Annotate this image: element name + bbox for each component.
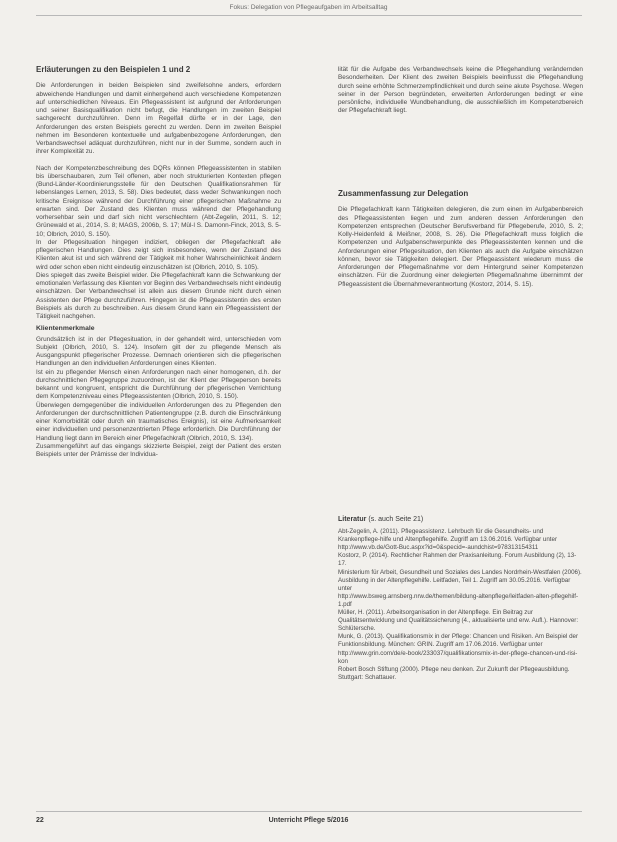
reference-entry: Müller, H. (2011). Arbeitsorganisation in der Altenpflege. Ein Beitrag zur Qualitätsentwicklung und Qualitätssicherung (4., aktualisierte und erw. Aufl.). Hannover: Schlütersche. [338, 609, 579, 633]
paragraph: lität für die Aufgabe des Verbandwechsels keine die Pflegehandlung verändernden Besonderheiten. Der Klient des zweiten Beispiels beeinflusst die Pflegehandlung durch seine erhöhte Schmerzempfindlichkeit und durch seine akute Psychose. Wegen seiner in der Person begründeten, erweiterten Anforderungen bedingt er eine persönliche, individuelle Wundbehandlung, die ausschließlich im Kompetenzbereich der Pflegefachkraft liegt. [338, 66, 583, 115]
running-header: Fokus: Delegation von Pflegeaufgaben im Arbeitsalltag [229, 4, 388, 11]
section-heading: Zusammenfassung zur Delegation [338, 189, 469, 198]
paragraph: Überwiegen demgegenüber die individuellen Anforderungen des zu Pflegenden den Anforderungen der durchschnittlichen Patientengruppe (z.B. durch die Einschränkung einer Komorbidität oder durch ein traumatisches Ereignis), ist eine Aufmerksamkeit einer individuellen und personenzentrierten Pflege erforderlich. Die Durchführung der Handlung liegt dann im Bereich einer Pflegefachkraft (Olbrich, 2010, S. 134). [36, 401, 281, 442]
paragraph: Nach der Kompetenzbeschreibung des DQRs können Pflegeassistenten in stabilen bis überschaubaren, zum Teil offenen, aber noch strukturierten Kontexten pflegen (Bund-Länder-Koordinierungsstelle für den Deutschen Qualifikationsrahmen für lebenslanges Lernen, 2013, S. 58). Dies bedeutet, dass weder Schwankungen noch kritische Ereignisse während der Durchführung einer pflegerischen Maßnahme zu erwarten sind. Der Zustand des Klienten muss während der Pflegehandlung vorhersehbar sein und darf sich nicht verschlechtern (Abt-Zegelin, 2011, S. 12; Grünewald et al., 2014, S. 8; MAGS, 2006b, S. 17; Mül-l S. Damonn-Finck, 2013, S. 5-10; Olbrich, 2010, S. 150). [36, 164, 281, 238]
reference-url: http://www.bsweg.arnsberg.nrw.de/themen/bildung-altenpflege/leitfaden-alten-pflegehilf-1.pdf [338, 592, 579, 608]
header-rule [36, 15, 582, 16]
paragraph: Dies spiegelt das zweite Beispiel wider. Die Pflegefachkraft kann die Schwankung der emotionalen Verfassung des Klienten vor Beginn des Verbandwechsels nicht eindeutig einschätzen. Der Verbandwechsel ist allein aus diesem Grunde nicht durch einen Assistenten der Pflege durchzuführen. Hingegen ist die Pflegeassistentin des ersten Beispiels als durch zu beschreiben. Aus diesem Grund kann ein Pflegeassistent der Tätigkeit nachgehen. [36, 271, 281, 320]
reference-entry: Robert Bosch Stiftung (2000). Pflege neu denken. Zur Zukunft der Pflegeausbildung. Stuttgart: Schattauer. [338, 665, 570, 681]
page-number: 22 [36, 817, 44, 824]
right-column [338, 66, 583, 116]
paragraph: Die Anforderungen in beiden Beispielen sind zweifelsohne anders, erfordern abweichende Handlungen und damit einhergehend auch verschiedene Kompetenzen auf unterschiedlichen Niveaus. Ein Pflegeassistent ist aufgrund der Anforderungen und seiner Basisqualifikation nicht befugt, die Handlungen im zweiten Beispiel sachgerecht durchzuführen. Denn im Regelfall dürfte er in der Lage, den Anforderungen des ersten Beispiels gerecht zu werden. Denn im zweiten Beispiel nehmen im Besonderen kontextuelle und aufgabenbezogene Anforderungen, den Verbandswechsel adäquat durchzuführen, nicht nur in der Summe, sondern auch in ihrer Komplexität zu. [36, 82, 281, 156]
footer-rule [36, 811, 582, 812]
reference-entry: Abt-Zegelin, A. (2011). Pflegeassistenz. Lehrbuch für die Gesundheits- und Krankenpflege-hilfe und Altenpflegehilfe. Zugriff am 13.06.2016. Verfügbar unter http://www.vb.de/Gott-Buc.aspx?id=0&specid=-aundchist=978313154311 [338, 528, 558, 552]
journal-issue: Unterricht Pflege 5/2016 [268, 817, 349, 824]
literature-heading: Literatur (s. auch Seite 21) [338, 516, 424, 523]
paragraph: Grundsätzlich ist in der Pflegesituation, in der gehandelt wird, unterschieden vom Subjekt (Olbrich, 2010, S. 124). Insofern gilt der zu pflegende Mensch als Ausgangspunkt pflegerischer Prozesse. Demnach orientieren sich die pflegerischen Handlungen an den individuellen Anforderungen eines Klienten. [36, 335, 281, 368]
subsection-heading: Klientenmerkmale [36, 325, 95, 333]
paragraph: Ist ein zu pflegender Mensch einen Anforderungen nach einer homogenen, d.h. der durchschnittlichen Pflegegruppe zuzuordnen, ist der Klient der Pflegeperson bereits bekannt und kongruent, entspricht die Durchführung der pflegerischen Verrichtung dem Kompetenzniveau eines Pflegeassistenten (Olbrich, 2010, S. 150). [36, 368, 281, 401]
paragraph: Zusammengeführt auf das eingangs skizzierte Beispiel, zeigt der Patient des ersten Beispiels unter der Prämisse der Individua- [36, 442, 281, 458]
paragraph: Die Pflegefachkraft kann Tätigkeiten delegieren, die zum einen im Aufgabenbereich des Pflegeassistenten liegen und zum anderen dessen Anforderungen den Kompetenzen entsprechen (Deutscher Berufsverband für Pflegeberufe, 2010, S. 2; Kolly-Heidenfeld & Meißner, 2008, S. 26). Die Pflegefachkraft muss folglich die Kompetenzen und Aufgabenschwerpunkte des Pflegeassistenten kennen und die Anforderungen einer Pflegesituation, den Klienten als auch die Aufgabe einschätzen können, bevor sie Tätigkeiten delegiert. Der Pflegeassistent wiederum muss die Anforderungen der Pflegemaßnahme vor dem Hintergrund seiner Kompetenzen einschätzen. Für die Zuordnung einer delegierten Pflegemaßnahme übernimmt der Pflegeassistent die Übernahmeverantwortung (Kostorz, 2014, S. 15). [338, 206, 583, 288]
literature-section [338, 516, 583, 682]
reference-entry: Kostorz, P. (2014). Rechtlicher Rahmen der Praxisanleitung. Forum Ausbildung (2), 13-17. [338, 552, 577, 568]
section-heading: Erläuterungen zu den Beispielen 1 und 2 [36, 65, 191, 74]
reference-entry: Ministerium für Arbeit, Gesundheit und Soziales des Landes Nordrhein-Westfalen (2006). Ausbildung in der Altenpflegehilfe. Leitfaden, Teil 1. Zugriff am 30.05.2016. Verfügbar unter [338, 568, 582, 592]
summary-section [338, 190, 583, 295]
paragraph: In der Pflegesituation hingegen indiziert, obliegen der Pflegefachkraft alle pflegerischen Handlungen. Dies zeigt sich insbesondere, wenn der Zustand des Klienten akut ist und sich während der Tätigkeit mit hoher Wahrscheinlichkeit ändern wird oder schon eben nicht eindeutig einzuschätzen ist (Olbrich, 2010, S. 105). [36, 238, 281, 271]
reference-entry: Munk, G. (2013). Qualifikationsmix in der Pflege: Chancen und Risiken. Am Beispiel der Funktionsbildung. München: GRIN. Zugriff am 17.06.2016. Verfügbar unter http://www.grin.com/de/e-book/233037/qualifikationsmix-in-der-pflege-chancen-und-risi-kon [338, 633, 579, 665]
left-column [36, 66, 281, 459]
